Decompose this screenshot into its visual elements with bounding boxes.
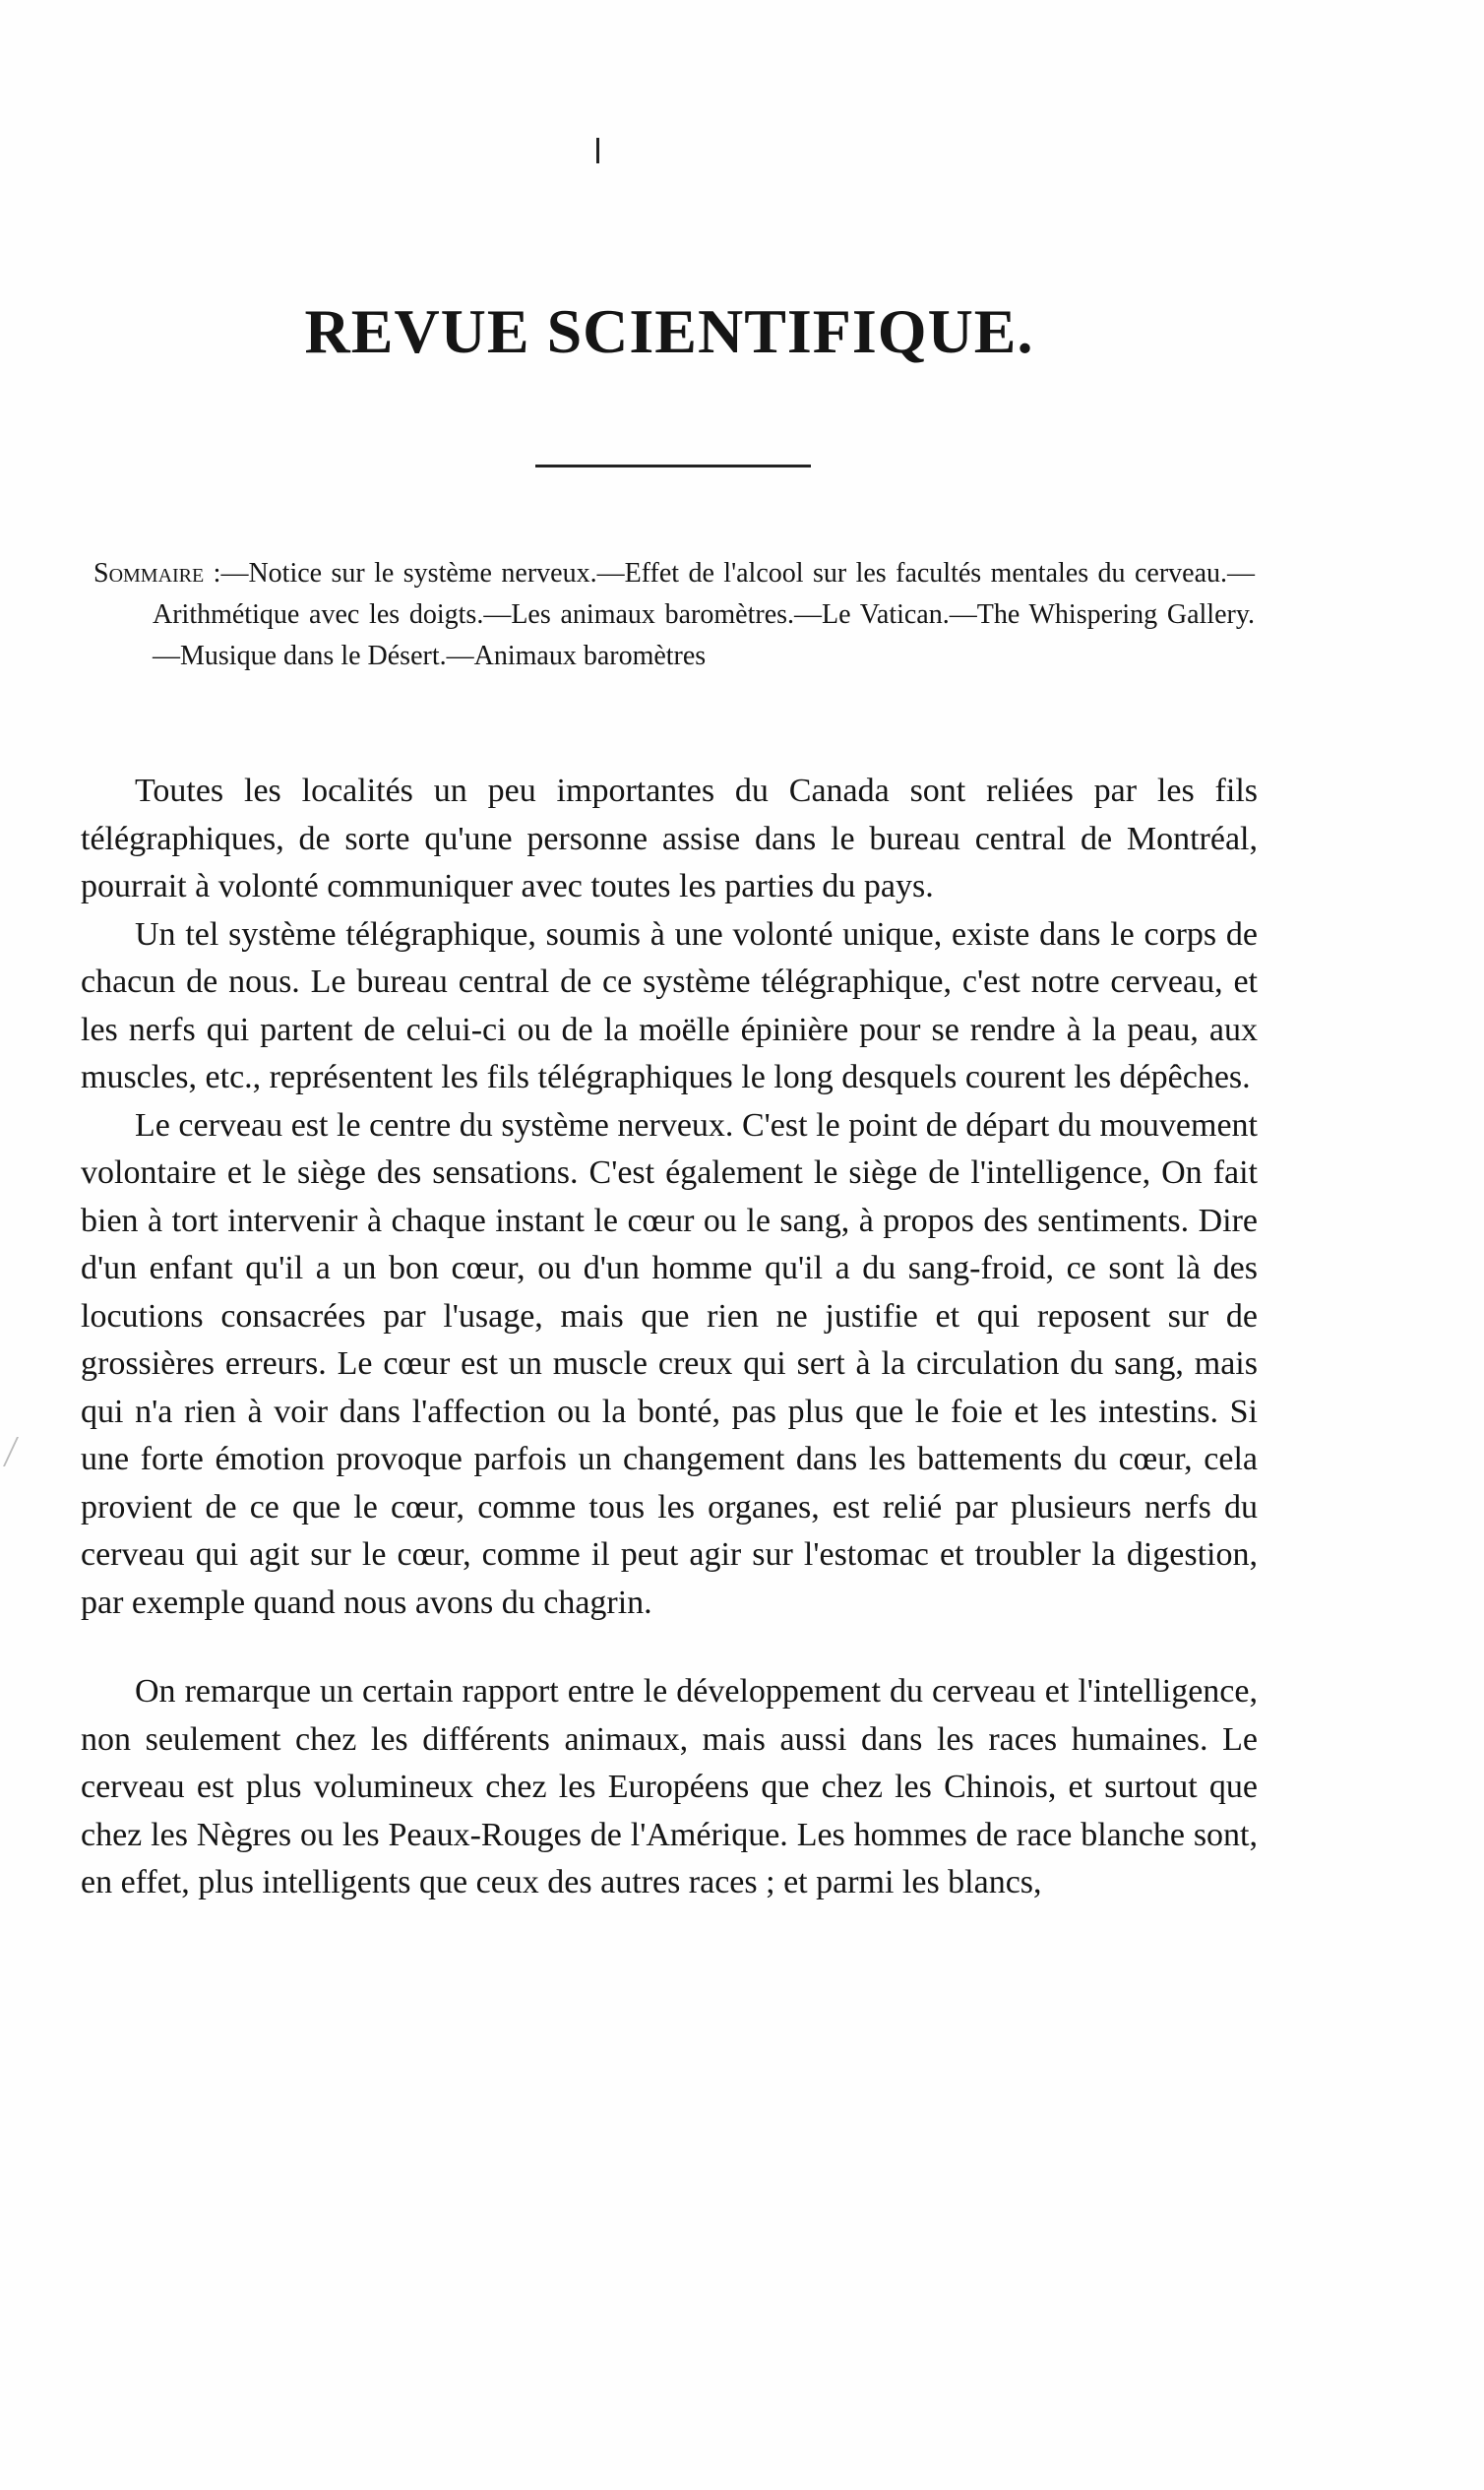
margin-mark — [3, 1437, 31, 1466]
article-body — [81, 768, 1258, 1907]
paragraph-2: Un tel système télégraphique, soumis à une volonté unique, existe dans le corps de chacun de nous. Le bureau central de ce système télégraphique, c'est notre cerveau, et les nerfs qui partent de celui-ci ou de la moëlle épinière pour se rendre à la peau, aux muscles, etc., représentent les fils télégraphiques le long desquels courent les dépêches. — [81, 915, 1258, 1095]
summary-block — [93, 553, 1255, 677]
title-divider — [535, 465, 811, 467]
summary-text: —Notice sur le système nerveux.—Effet de l'alcool sur les facultés mentales du cerveau.—Arithmétique avec les doigts.—Les animaux baromètres.—Le Vatican.—The Whispering Gallery.—Musique dans le Désert.—Animaux baromètres — [153, 558, 1255, 671]
page-title: REVUE SCIENTIFIQUE. — [304, 296, 1034, 366]
summary-lead: Sommaire : — [93, 558, 221, 589]
page-mark — [596, 138, 599, 163]
paragraph-4: On remarque un certain rapport entre le développement du cerveau et l'intelligence, non seulement chez les différents animaux, mais aussi dans les races humaines. Le cerveau est plus volumineux chez les Européens que chez les Chinois, et surtout que chez les Nègres ou les Peaux-Rouges de l'Amérique. Les hommes de race blanche sont, en effet, plus intelligents que ceux des autres races ; et parmi les blancs, — [81, 1673, 1258, 1900]
paragraph-3: Le cerveau est le centre du système nerveux. C'est le point de départ du mouvement volontaire et le siège des sensations. C'est également le siège de l'intelligence, On fait bien à tort intervenir à chaque instant le cœur ou le sang, à propos des sentiments. Dire d'un enfant qu'il a un bon cœur, ou d'un homme qu'il a du sang-froid, ce sont là des locutions consacrées par l'usage, mais que rien ne justifie et qui reposent sur de grossières erreurs. Le cœur est un muscle creux qui sert à la circulation du sang, mais qui n'a rien à voir dans l'affection ou la bonté, pas plus que le foie et les intestins. Si une forte émotion provoque parfois un changement dans les battements du cœur, cela provient de ce que le cœur, comme tous les organes, est relié par plusieurs nerfs du cerveau qui agit sur le cœur, comme il peut agir sur l'estomac et troubler la digestion, par exemple quand nous avons du chagrin. — [81, 1106, 1258, 1621]
paragraph-1: Toutes les localités un peu importantes du Canada sont reliées par les fils télégraphiques, de sorte qu'une personne assise dans le bureau central de Montréal, pourrait à volonté communiquer avec toutes les parties du pays. — [81, 773, 1258, 904]
